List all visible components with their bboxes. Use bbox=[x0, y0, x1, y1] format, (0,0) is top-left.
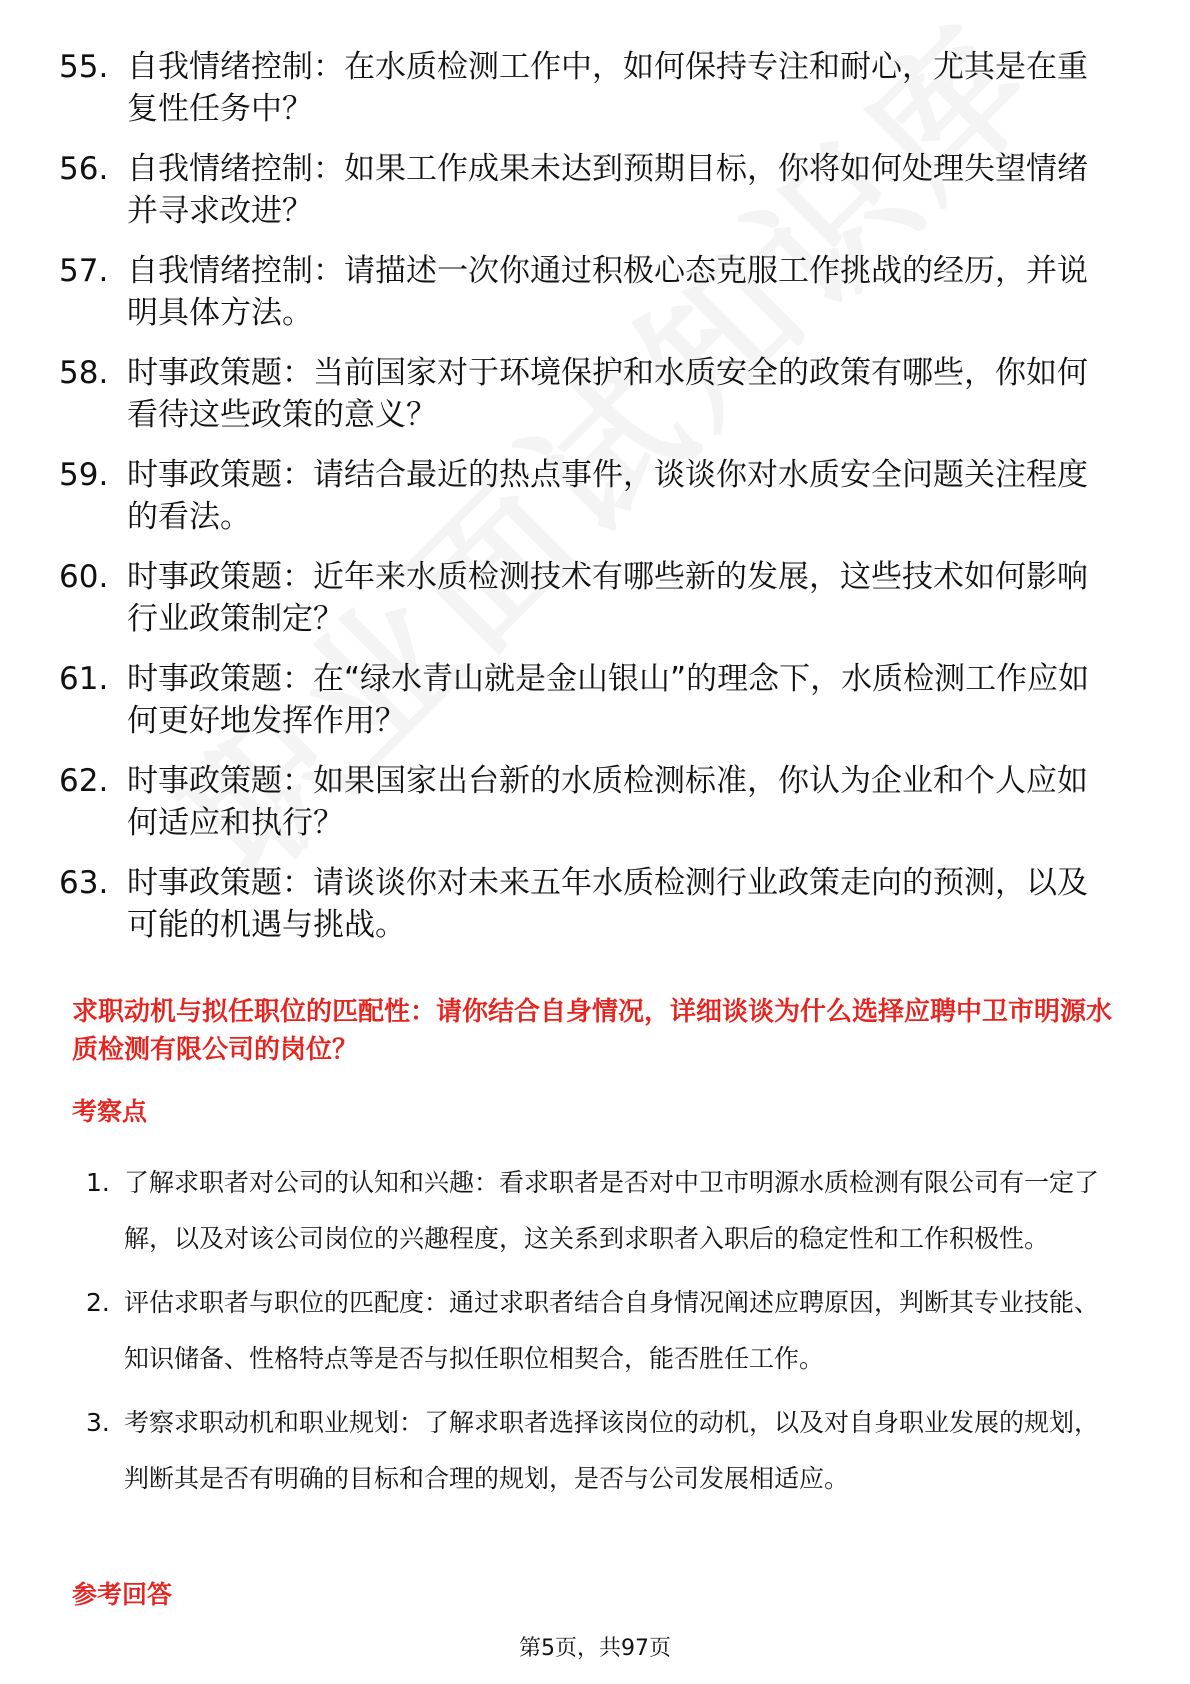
focus-point-number: 3. bbox=[86, 1408, 110, 1437]
question-number: 58. bbox=[59, 355, 109, 391]
focus-point-item bbox=[0, 1275, 1190, 1387]
question-text: 时事政策题：在“绿水青山就是金山银山”的理念下，水质检测工作应如何更好地发挥作用？ bbox=[127, 661, 1090, 739]
question-item bbox=[0, 454, 1190, 538]
question-text: 时事政策题：请谈谈你对未来五年水质检测行业政策走向的预测，以及可能的机遇与挑战。 bbox=[127, 865, 1088, 943]
focus-points-heading: 考察点 bbox=[72, 1097, 148, 1126]
question-number: 55. bbox=[59, 49, 109, 85]
question-item bbox=[0, 862, 1190, 946]
question-text: 自我情绪控制：请描述一次你通过积极心态克服工作挑战的经历，并说明具体方法。 bbox=[127, 253, 1088, 331]
question-number: 63. bbox=[59, 865, 109, 901]
focus-point-text: 了解求职者对公司的认知和兴趣：看求职者是否对中卫市明源水质检测有限公司有一定了解，以及对该公司岗位的兴趣程度，这关系到求职者入职后的稳定性和工作积极性。 bbox=[124, 1168, 1100, 1253]
question-item bbox=[0, 148, 1190, 232]
focus-point-item bbox=[0, 1395, 1190, 1507]
question-number: 59. bbox=[59, 457, 109, 493]
question-text: 自我情绪控制：如果工作成果未达到预期目标，你将如何处理失望情绪并寻求改进？ bbox=[127, 151, 1088, 229]
question-item bbox=[0, 556, 1190, 640]
page-footer: 第5页，共97页 bbox=[519, 1636, 671, 1661]
question-item bbox=[0, 760, 1190, 844]
question-item bbox=[0, 352, 1190, 436]
question-number: 56. bbox=[59, 151, 109, 187]
question-text: 自我情绪控制：在水质检测工作中，如何保持专注和耐心，尤其是在重复性任务中？ bbox=[127, 49, 1088, 127]
question-number: 60. bbox=[59, 559, 109, 595]
question-item bbox=[0, 658, 1190, 742]
focus-point-number: 1. bbox=[86, 1168, 110, 1197]
question-item bbox=[0, 250, 1190, 334]
question-text: 时事政策题：近年来水质检测技术有哪些新的发展，这些技术如何影响行业政策制定？ bbox=[127, 559, 1088, 637]
focus-point-number: 2. bbox=[86, 1288, 110, 1317]
question-item bbox=[0, 46, 1190, 130]
question-list bbox=[0, 46, 1190, 964]
question-text: 时事政策题：请结合最近的热点事件，谈谈你对水质安全问题关注程度的看法。 bbox=[127, 457, 1088, 535]
section-heading: 求职动机与拟任职位的匹配性：请你结合自身情况，详细谈谈为什么选择应聘中卫市明源水质检测有限公司的岗位？ bbox=[72, 997, 1113, 1065]
focus-point-text: 考察求职动机和职业规划：了解求职者选择该岗位的动机，以及对自身职业发展的规划，判断其是否有明确的目标和合理的规划，是否与公司发展相适应。 bbox=[124, 1408, 1100, 1493]
question-number: 61. bbox=[59, 661, 109, 697]
focus-point-item bbox=[0, 1155, 1190, 1267]
reference-answer-heading: 参考回答 bbox=[72, 1580, 173, 1609]
focus-points-list bbox=[0, 1155, 1190, 1515]
question-text: 时事政策题：当前国家对于环境保护和水质安全的政策有哪些，你如何看待这些政策的意义？ bbox=[127, 355, 1088, 433]
question-text: 时事政策题：如果国家出台新的水质检测标准，你认为企业和个人应如何适应和执行？ bbox=[127, 763, 1088, 841]
focus-point-text: 评估求职者与职位的匹配度：通过求职者结合自身情况阐述应聘原因，判断其专业技能、知识储备、性格特点等是否与拟任职位相契合，能否胜任工作。 bbox=[124, 1288, 1100, 1373]
question-number: 62. bbox=[59, 763, 109, 799]
question-number: 57. bbox=[59, 253, 109, 289]
